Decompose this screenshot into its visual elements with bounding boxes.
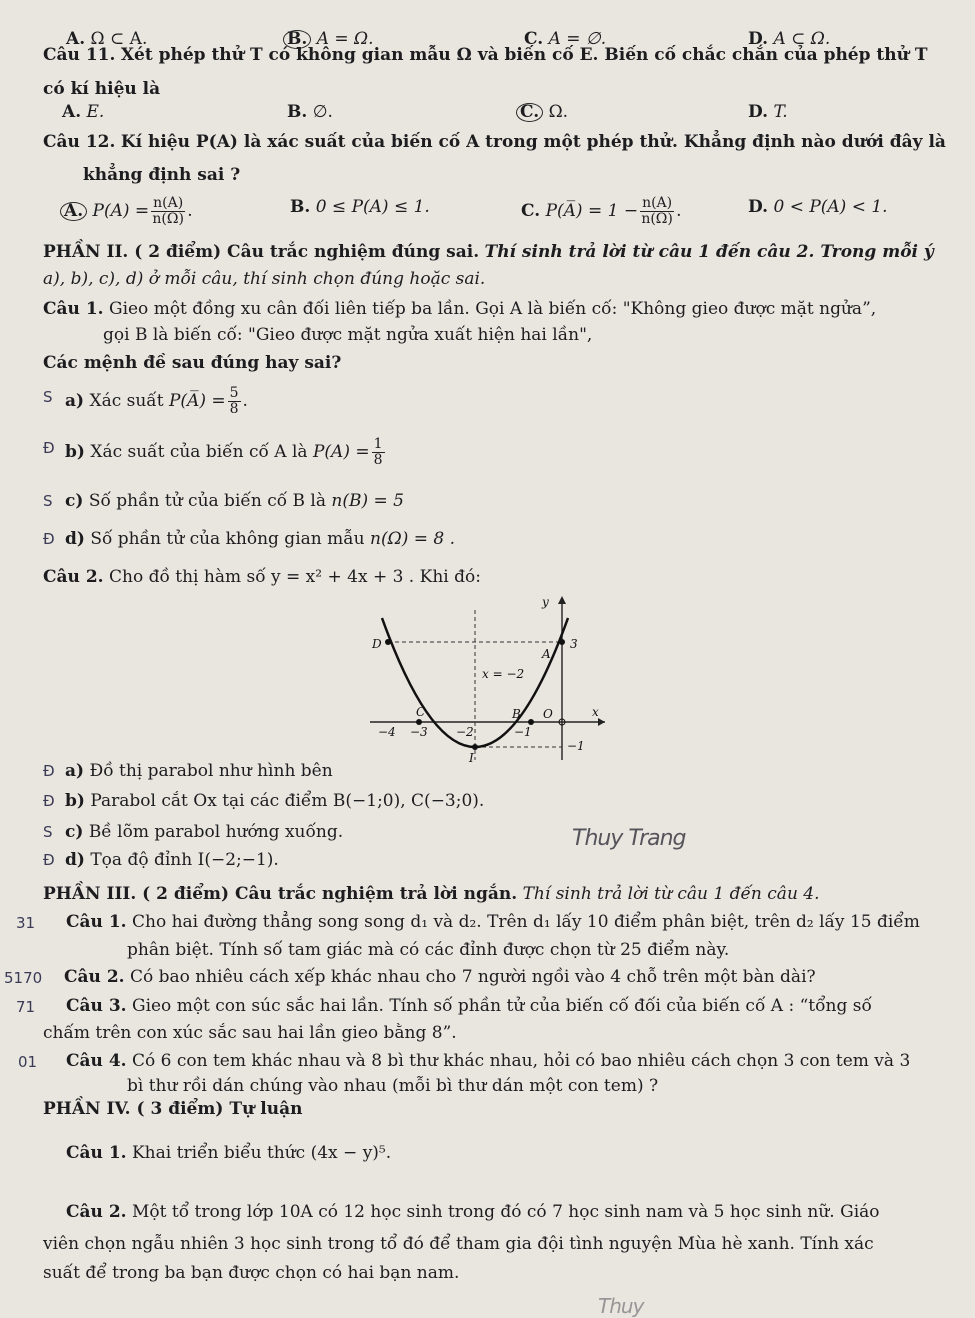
p4-q2-line2: viên chọn ngẫu nhiên 3 học sinh trong tổ đó để tham gia đội tình nguyện Mùa hè xanh. Tính xác [43,1234,874,1254]
p2-q2-b-mark: Đ [43,792,55,810]
label-three: 3 [570,637,578,651]
p3-q4-answer: 01 [18,1053,38,1071]
point-i [472,744,478,750]
p3-q3-answer: 71 [16,998,36,1016]
q12-option-a[interactable]: A. P(A) = $\frac{n(A)}{n(\Omega)}$ . [60,196,193,227]
x-axis-arrow [598,718,605,726]
p3-q4-line2: bì thư rồi dán chúng vào nhau (mỗi bì thư dán một con tem) ? [127,1076,659,1096]
q12-option-b[interactable]: B. 0 ≤ P(A) ≤ 1. [290,197,430,217]
point-d [385,639,391,645]
p3-q1-line1: 31 Câu 1. Cho hai đường thẳng song song d₁ và d₂. Trên d₁ lấy 10 điểm phân biệt, trên d₂ lấy 15 điểm [16,912,920,932]
q12-line2: khẳng định sai ? [83,165,241,185]
p2-q2-c-mark: S [43,823,53,841]
p2-q1-line3: Các mệnh đề sau đúng hay sai? [43,353,342,373]
tick-minus3: −3 [410,725,428,739]
handwritten-mark-bottom: Thuy [598,1294,644,1318]
p2-q1-item-a[interactable]: S a) Xác suất P(A̅) = $\frac{5}{8}$ . [43,385,248,417]
q11-line2: có kí hiệu là [43,79,161,99]
p3-q3-line1: 71 Câu 3. Gieo một con súc sắc hai lần. Tính số phần tử của biến cố đối của biến cố A : “tổng số [16,996,872,1016]
p2-q2-item-c[interactable]: S c) Bề lõm parabol hướng xuống. [43,822,344,842]
q11-option-a[interactable]: A. E. [62,102,105,122]
y-axis-arrow [558,596,566,604]
p2-q1-b-mark: Đ [43,439,55,457]
part2-heading: PHẦN II. ( 2 điểm) Câu trắc nghiệm đúng sai. Thí sinh trả lời từ câu 1 đến câu 2. Trong mỗi ý [43,242,934,262]
p2-q1-line1: Câu 1. Gieo một đồng xu cân đối liên tiếp ba lần. Gọi A là biến cố: "Không gieo được mặt ngửa”, [43,299,877,319]
p3-q1-line2: phân biệt. Tính số tam giác mà có các đỉnh được chọn từ 25 điểm này. [127,940,730,960]
label-a: A [542,647,551,661]
q11-line1: Câu 11. Xét phép thử T có không gian mẫu Ω và biến cố E. Biến cố chắc chắn của phép thử T [43,45,928,65]
p2-q2-d-mark: Đ [43,851,55,869]
label-neg-one: −1 [567,739,585,753]
q12-line1: Câu 12. Kí hiệu P(A) là xác suất của biến cố A trong một phép thử. Khẳng định nào dưới đây là [43,132,946,152]
p4-q1: Câu 1. Khai triển biểu thức (4x − y)⁵. [66,1143,392,1163]
handwritten-signature: Thuy Trang [572,826,686,851]
p2-q2-item-a[interactable]: Đ a) Đồ thị parabol như hình bên [43,761,333,781]
label-y: y [542,595,549,609]
p3-q4-line1: 01 Câu 4. Có 6 con tem khác nhau và 8 bì thư khác nhau, hỏi có bao nhiêu cách chọn 3 con tem và 3 [18,1051,911,1071]
q11-option-b[interactable]: B. ∅. [287,102,333,122]
p2-q1-d-mark: Đ [43,530,55,548]
label-c: C [416,705,426,719]
p2-q1-item-d[interactable]: Đ d) Số phần tử của không gian mẫu n(Ω) = 8 . [43,529,455,549]
p2-q2-a-mark: Đ [43,762,55,780]
part3-heading: PHẦN III. ( 2 điểm) Câu trắc nghiệm trả lời ngắn. Thí sinh trả lời từ câu 1 đến câu 4. [43,884,820,904]
p2-q1-item-b[interactable]: Đ b) Xác suất của biến cố A là P(A) = $\frac{1}{8}$ [43,436,383,468]
p2-q2-item-d[interactable]: Đ d) Tọa độ đỉnh I(−2;−1). [43,850,279,870]
p2-q2-line1: Câu 2. Cho đồ thị hàm số y = x² + 4x + 3 . Khi đó: [43,567,481,587]
label-d: D [372,637,382,651]
parabola-graph [360,590,610,765]
q12-option-d[interactable]: D. 0 < P(A) < 1. [748,197,888,217]
q10-option-c[interactable]: C. A = ∅. [524,29,607,49]
p3-q3-line2: chấm trên con xúc sắc sau hai lần gieo bằng 8”. [43,1023,457,1043]
p2-q1-item-c[interactable]: S c) Số phần tử của biến cố B là n(B) = 5 [43,491,404,511]
p4-q2-line1: Câu 2. Một tổ trong lớp 10A có 12 học sinh trong đó có 7 học sinh nam và 5 học sinh nữ. Giáo [66,1202,880,1222]
label-i: I [469,751,474,765]
p4-q2-line3: suất để trong ba bạn được chọn có hai bạn nam. [43,1263,460,1283]
q12-option-c[interactable]: C. P(A̅) = 1 − $\frac{n(A)}{n(\Omega)}$ . [521,195,682,227]
p3-q1-answer: 31 [16,914,36,932]
label-o: O [543,707,553,721]
p2-q2-item-b[interactable]: Đ b) Parabol cắt Ox tại các điểm B(−1;0), C(−3;0). [43,791,485,811]
p3-q2-line1: 5170 Câu 2. Có bao nhiêu cách xếp khác nhau cho 7 người ngồi vào 4 chỗ trên một bàn dài? [4,967,816,987]
q11-option-d[interactable]: D. T. [748,102,788,122]
tick-minus1: −1 [514,725,532,739]
q10-option-b[interactable]: B. A = Ω. [283,28,374,50]
q10-option-d[interactable]: D. A ⊂ Ω. [748,29,831,49]
part2-instruction: a), b), c), d) ở mỗi câu, thí sinh chọn đúng hoặc sai. [43,269,486,289]
q10-option-a[interactable]: A. Ω ⊂ A. [66,29,148,49]
p2-q1-line2: gọi B là biến cố: "Gieo được mặt ngửa xuất hiện hai lần", [103,325,593,345]
label-x: x [592,705,599,719]
tick-minus2: −2 [456,725,474,739]
label-axis-eq: x = −2 [482,667,525,681]
label-b: B [512,707,521,721]
point-a [559,639,565,645]
tick-minus4: −4 [378,725,396,739]
p2-q1-a-mark: S [43,388,53,406]
q11-option-c[interactable]: C. Ω. [516,101,568,123]
part4-heading: PHẦN IV. ( 3 điểm) Tự luận [43,1099,303,1119]
p2-q1-c-mark: S [43,492,53,510]
p3-q2-answer: 5170 [4,969,43,987]
